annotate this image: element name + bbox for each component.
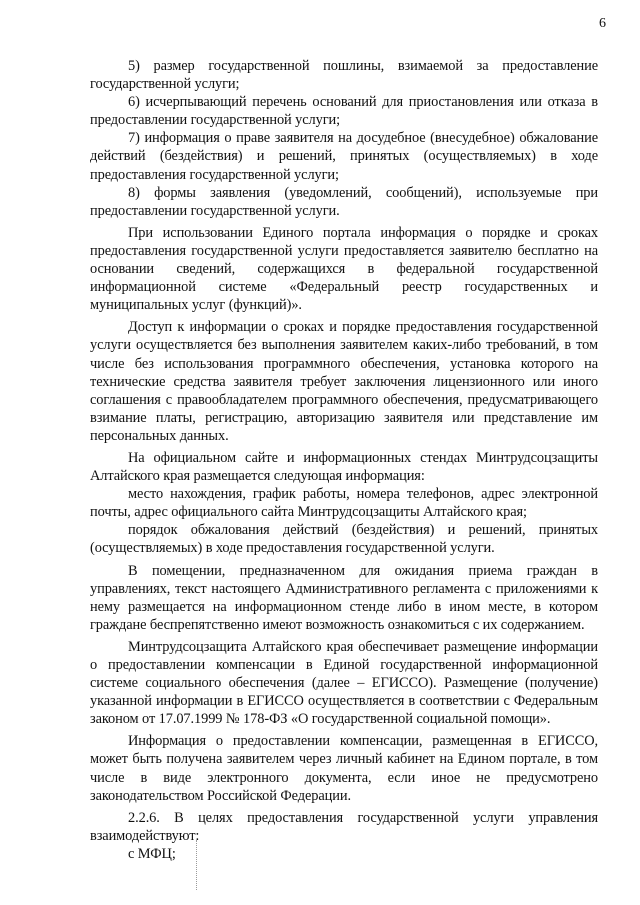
paragraph-appeal: порядок обжалования действий (бездействия) и решений, принятых (осуществляемых) в ходе предоставления государственной услуги. xyxy=(90,522,598,557)
paragraph-unified-portal: При использовании Единого портала информация о порядке и сроках предоставления государственной услуги предоставляется заявителю бесплатно на основании сведений, содержащихся в федеральной государственной информационной системе «Федеральный реестр государственных и муниципальных услуг (функций)». xyxy=(90,224,598,314)
paragraph-egisso: Минтрудсоцзащита Алтайского края обеспечивает размещение информации о предоставлении компенсации в Единой государственной информационной системе социального обеспечения (далее – ЕГИССО). Размещение (получение) указанной информации в ЕГИССО осуществляется в соответствии с Федеральным законом от 17.07.1999 № 178-ФЗ «О государственной социальной помощи». xyxy=(90,638,598,728)
paragraph-mfc: с МФЦ; xyxy=(128,845,176,862)
paragraph-egisso-access: Информация о предоставлении компенсации, размещенная в ЕГИССО, может быть получена заявителем через личный кабинет на Едином портале, в том числе в виде электронного документа, если иное не предусмотрено законодательством Российской Федерации. xyxy=(90,733,598,804)
paragraph-item-7: 7) информация о праве заявителя на досудебное (внесудебное) обжалование действий (бездействия) и решений, принятых (осуществляемых) в ходе предоставления государственной услуги; xyxy=(90,130,598,183)
paragraph-item-8: 8) формы заявления (уведомлений, сообщений), используемые при предоставлении государственной услуги. xyxy=(90,184,598,219)
paragraph-location: место нахождения, график работы, номера телефонов, адрес электронной почты, адрес официального сайта Минтрудсоцзащиты Алтайского края; xyxy=(90,486,598,521)
paragraph-item-6: 6) исчерпывающий перечень оснований для приостановления или отказа в предоставлении государственной услуги; xyxy=(90,94,598,129)
paragraph-access: Доступ к информации о сроках и порядке предоставления государственной услуги осуществляется без выполнения заявителем каких-либо требований, в том числе без использования программного обеспечения, установка которого на технические средства заявителя требует заключения лицензионного или иного соглашения с правообладателем программного обеспечения, предусматривающего взимание платы, регистрацию, авторизацию заявителя или представление им персональных данных. xyxy=(90,319,598,444)
page-number: 6 xyxy=(599,16,606,31)
paragraph-premises: В помещении, предназначенном для ожидания приема граждан в управлениях, текст настоящего Административного регламента с приложениями к нему размещается на информационном стенде либо в ином месте, в котором граждане беспрепятственно имеют возможность ознакомиться с их содержанием. xyxy=(90,562,598,633)
document-body xyxy=(90,57,598,863)
scan-artifact-line xyxy=(196,840,198,890)
paragraph-section-2-2-6: 2.2.6. В целях предоставления государственной услуги управления взаимодействуют: xyxy=(90,809,598,844)
paragraph-item-5: 5) размер государственной пошлины, взимаемой за предоставление государственной услуги; xyxy=(90,58,598,93)
paragraph-official-site: На официальном сайте и информационных стендах Минтрудсоцзащиты Алтайского края размещается следующая информация: xyxy=(90,449,598,485)
